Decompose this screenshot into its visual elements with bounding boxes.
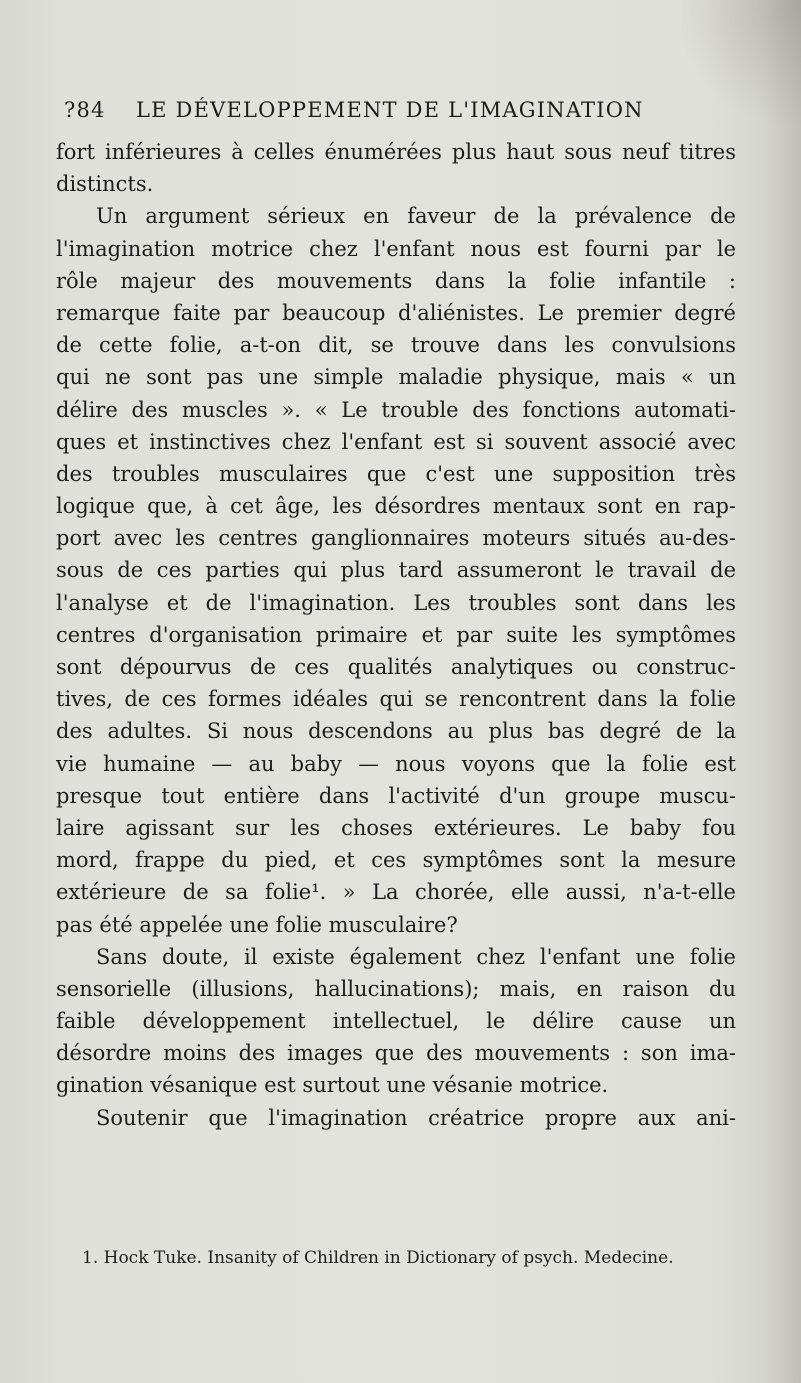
page-number: ?84 xyxy=(64,98,106,122)
text-line: des adultes. Si nous descendons au plus bas degré de la xyxy=(56,719,736,744)
text-line: l'imagination motrice chez l'enfant nous est fourni par le xyxy=(56,236,736,261)
text-line: distincts. xyxy=(56,172,154,197)
text-line: extérieure de sa folie¹. » La chorée, elle aussi, n'a-t-elle xyxy=(56,880,736,905)
text-line: rôle majeur des mouvements dans la folie infantile : xyxy=(56,268,736,293)
text-line: sensorielle (illusions, hallucinations); mais, en raison du xyxy=(56,976,736,1001)
text-line: pas été appelée une folie musculaire? xyxy=(56,912,458,937)
text-line: ques et instinctives chez l'enfant est si souvent associé avec xyxy=(56,429,736,454)
text-line: Soutenir que l'imagination créatrice propre aux ani- xyxy=(96,1105,736,1130)
running-title: LE DÉVELOPPEMENT DE L'IMAGINATION xyxy=(136,98,644,122)
text-line: port avec les centres ganglionnaires moteurs situés au-des- xyxy=(56,526,736,551)
text-line: Sans doute, il existe également chez l'enfant une folie xyxy=(96,944,736,969)
text-line: fort inférieures à celles énumérées plus haut sous neuf titres xyxy=(56,140,736,164)
text-line: des troubles musculaires que c'est une supposition très xyxy=(56,461,736,486)
text-line: Un argument sérieux en faveur de la prévalence de xyxy=(96,204,736,229)
footnote: 1. Hock Tuke. Insanity of Children in Dictionary of psych. Medecine. xyxy=(82,1248,674,1268)
text-line: délire des muscles ». « Le trouble des fonctions automati- xyxy=(56,397,736,422)
text-line: qui ne sont pas une simple maladie physique, mais « un xyxy=(56,365,736,390)
text-line: centres d'organisation primaire et par suite les symptômes xyxy=(56,622,736,647)
text-line: faible développement intellectuel, le délire cause un xyxy=(56,1009,736,1034)
text-line: presque tout entière dans l'activité d'un groupe muscu- xyxy=(56,783,736,808)
text-line: mord, frappe du pied, et ces symptômes sont la mesure xyxy=(56,848,736,873)
text-line: laire agissant sur les choses extérieures. Le baby fou xyxy=(56,815,736,840)
body-text xyxy=(56,136,736,1134)
text-line: vie humaine — au baby — nous voyons que la folie est xyxy=(56,751,736,776)
text-line: l'analyse et de l'imagination. Les troubles sont dans les xyxy=(56,590,736,615)
text-line: gination vésanique est surtout une vésanie motrice. xyxy=(56,1073,609,1098)
text-line: logique que, à cet âge, les désordres mentaux sont en rap- xyxy=(56,494,736,519)
text-line: remarque faite par beaucoup d'aliénistes. Le premier degré xyxy=(56,300,736,325)
page-header xyxy=(64,98,744,128)
text-line: de cette folie, a-t-on dit, se trouve dans les convulsions xyxy=(56,333,736,358)
text-line: sont dépourvus de ces qualités analytiques ou construc- xyxy=(56,655,736,679)
text-line: tives, de ces formes idéales qui se rencontrent dans la folie xyxy=(56,687,736,712)
text-line: désordre moins des images que des mouvements : son ima- xyxy=(56,1041,736,1066)
text-line: sous de ces parties qui plus tard assumeront le travail de xyxy=(56,558,736,583)
page-edge-shadow xyxy=(761,0,801,1383)
